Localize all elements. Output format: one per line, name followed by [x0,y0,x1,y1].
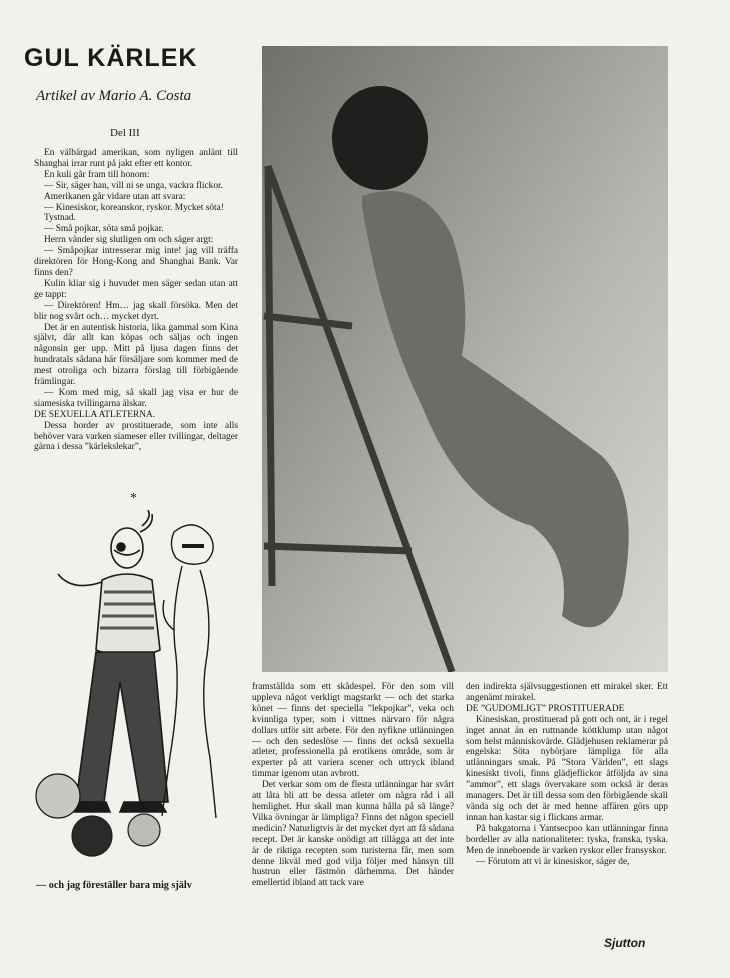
cartoon-illustration [32,510,244,870]
paragraph: — Små pojkar, söta små pojkar. [44,224,164,235]
paragraph: den indirekta självsuggestionen ett mirakel sker. Ett angenämt mirakel. [466,682,668,703]
cartoon-caption: — och jag föreställer bara mig själv [36,880,192,891]
paragraph: Amerikanen går vidare utan att svara: [44,191,186,202]
cartoon-woman [162,525,216,818]
section-heading: DE ”GUDOMLIGT” PROSTITUERADE [466,703,625,714]
article-title: GUL KÄRLEK [24,44,198,72]
paragraph: — Förutom att vi är kinesiskor, säger de, [476,856,630,867]
section-heading: DE SEXUELLA ATLETERNA. [34,409,156,420]
paragraph: Herrn vänder sig slutligen om och säger argt: [44,235,214,246]
paragraph: — Kinesiskor, koreanskor, ryskor. Mycket söta! [44,202,224,213]
paragraph: — Kom med mig, så skall jag visa er hur de siamesiska tvillingarna älskar. [34,387,238,409]
text-column-3 [466,682,668,867]
paragraph: Tystnad. [44,213,76,224]
paragraph: Kinesiskan, prostituerad på gott och ont, är i regel inget annat än en ruttnande köttklump utan något som helst människovärde. Glädjehusen reklamerar på engelska: Söta nybörjare lämpliga för alla utlänningars smak. På ”Stora Världen”, ett slags kinesiskt tivoli, finns glädjeflickor åtföljda av sina ”ammor”, ett slags övervakare som också är deras managers. Det är till dessa som den förbigående skall vända sig och det är med henne affären görs upp innan han kastar sig i flickans armar. [466,714,668,823]
section-asterisk: * [130,491,137,506]
paragraph: — Sir, säger han, vill ni se unga, vackra flickor. [44,180,224,191]
paragraph: framställda som ett skådespel. För den som vill uppleva något verkligt magstarkt — och det starka könet — finns det speciella ”lekpojkar”, veka och kvinnliga typer, som i vittnes närvaro för några dollars utför sitt arbete. För den nyfikne utlänningen — och den sedeslöse — finns det också sexuella atleter, professionella på erotikens område, som är experter på att variera scener och uttryck ibland timmar igenom utan avbrott. [252,682,454,780]
paragraph: En välbärgad amerikan, som nyligen anlänt till Shanghai irrar runt på jakt efter ett kontor. [34,148,238,169]
part-label: Del III [110,127,140,139]
paragraph: — Småpojkar intresserar mig inte! jag vill träffa direktören för Hong-Kong and Shanghai Bank. Var finns den? [34,246,238,278]
text-column-1 [34,148,238,453]
paragraph: Dessa horder av prostituerade, som inte alls behöver vara varken siameser eller tvillingar, deltager gärna i dessa ”kärlekslekar”, [34,420,238,453]
paragraph: Det verkar som om de flesta utlänningar har svårt att låta bli att be dessa atleter om några råd i all hemlighet. Hur skall man kunna hålla på så länge? Vilka övningar är lämpliga? Finns det någon speciell medicin? Naturligtvis är det mycket dyrt att få sådana recept. Det är kanske onödigt att tillägga att det inte är de riktiga recepten som turisterna får, men som denne likväl med god vilja följer med hänsyn till hustrun eller fästmön därhemma. Det händer emellertid ibland att tack vare [252,780,454,889]
photograph [262,46,668,672]
paragraph: Kulin kliar sig i huvudet men säger sedan utan att ge tappt: [34,278,238,300]
text-column-2 [252,682,454,889]
page-number: Sjutton [604,936,646,950]
cartoon-man [58,510,168,812]
paragraph: Det är en autentisk historia, lika gammal som Kina självt, där allt kan köpas och säljas och ingen någonsin ger upp. Mitt på ljusa dagen finns det hundratals sådana här försäljare som kommer med de mest otroliga och bizarra förslag till förbigående främlingar. [34,322,238,388]
paragraph: — Direktören! Hm… jag skall försöka. Men det blir nog svårt och… mycket dyrt. [34,300,238,322]
paragraph: En kuli går fram till honom: [44,169,150,180]
article-byline: Artikel av Mario A. Costa [36,88,192,104]
paragraph: På bakgatorna i Yantsecpoo kan utlänningar finna bordeller av alla nationaliteter: tyska, franska, tyska. Men de inneboende är varken ryskor eller fransyskor. [466,823,668,856]
